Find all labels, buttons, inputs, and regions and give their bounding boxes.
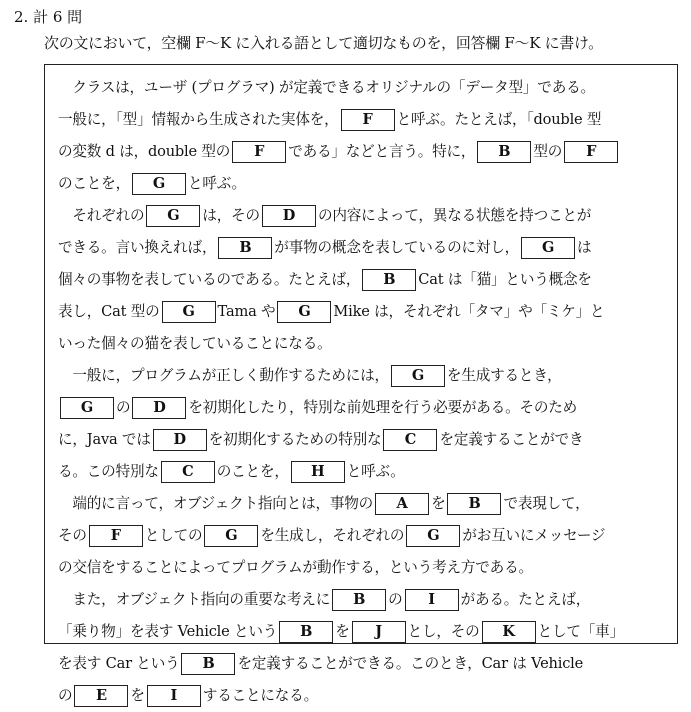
answer-blank-e: E — [74, 685, 128, 707]
passage-text-segment: また，オブジェクト指向の重要な考えに — [58, 591, 331, 608]
passage-line — [58, 328, 670, 360]
passage-text-segment: 一般に，「型」情報から生成された実体を， — [58, 111, 339, 128]
passage-text-segment: を表す Car という — [58, 655, 180, 672]
question-number: 2. — [14, 8, 29, 26]
passage-text-segment: 端的に言って，オブジェクト指向とは，事物の — [58, 495, 374, 512]
question-instruction: 次の文において，空欄 F〜K に入れる語として適切なものを，回答欄 F〜K に書け。 — [44, 34, 603, 52]
answer-blank-k: K — [482, 621, 536, 643]
answer-blank-g: G — [406, 525, 460, 547]
passage-line — [58, 424, 670, 456]
passage-text-segment: を定義することができる。このとき，Car は Vehicle — [237, 655, 584, 672]
passage-text-segment: することになる。 — [202, 687, 318, 704]
answer-blank-c: C — [383, 429, 437, 451]
answer-blank-g: G — [60, 397, 114, 419]
answer-blank-b: B — [181, 653, 235, 675]
passage-line — [58, 296, 670, 328]
answer-blank-b: B — [332, 589, 386, 611]
passage-text-segment: 個々の事物を表しているのである。たとえば， — [58, 271, 361, 288]
passage-text-segment: として「車」 — [537, 623, 624, 640]
answer-blank-d: D — [132, 397, 186, 419]
answer-blank-f: F — [232, 141, 286, 163]
passage-text-segment: それぞれの — [58, 207, 145, 224]
passage-text-segment: に，Java では — [58, 431, 151, 448]
passage-text-segment: を — [335, 623, 350, 640]
passage-text-segment: を初期化するための特別な — [208, 431, 382, 448]
passage-text-segment: Tama や — [217, 303, 276, 320]
passage-text-segment: の変数 d は，double 型の — [58, 143, 231, 160]
answer-blank-c: C — [161, 461, 215, 483]
passage-text-segment: を初期化したり，特別な前処理を行う必要がある。そのため — [188, 399, 578, 416]
answer-blank-b: B — [279, 621, 333, 643]
passage-line — [58, 552, 670, 584]
passage-text-segment: 表し，Cat 型の — [58, 303, 160, 320]
passage-line — [58, 648, 670, 680]
answer-blank-d: D — [153, 429, 207, 451]
answer-blank-g: G — [162, 301, 216, 323]
passage-text-segment: と呼ぶ。 — [187, 175, 246, 192]
passage-line — [58, 456, 670, 488]
passage-line — [58, 136, 670, 168]
passage-text-segment: を生成するとき， — [446, 367, 562, 384]
passage-line — [58, 168, 670, 200]
question-header — [14, 6, 82, 28]
passage-text-segment: の — [388, 591, 403, 608]
passage-text-segment: のことを， — [216, 463, 289, 480]
answer-blank-g: G — [521, 237, 575, 259]
answer-blank-i: I — [405, 589, 459, 611]
passage-text-segment: がある。たとえば， — [460, 591, 591, 608]
passage-line — [58, 200, 670, 232]
answer-blank-f: F — [341, 109, 395, 131]
passage-line — [58, 72, 670, 104]
answer-blank-f: F — [89, 525, 143, 547]
answer-blank-g: G — [132, 173, 186, 195]
passage-text-segment: は — [577, 239, 592, 256]
passage-text-segment: の — [116, 399, 131, 416]
passage-line — [58, 392, 670, 424]
answer-blank-g: G — [391, 365, 445, 387]
passage-text-segment: の — [58, 687, 73, 704]
passage-text-segment: できる。言い換えれば， — [58, 239, 217, 256]
passage-text-segment: のことを， — [58, 175, 130, 192]
answer-blank-g: G — [204, 525, 258, 547]
answer-blank-g: G — [277, 301, 331, 323]
passage-line — [58, 584, 670, 616]
passage-text-segment: クラスは，ユーザ (プログラマ) が定義できるオリジナルの「データ型」である。 — [58, 79, 595, 96]
passage-text-segment: とし，その — [407, 623, 480, 640]
passage-text-segment: を — [130, 687, 145, 704]
passage-text-segment: その — [58, 527, 87, 544]
passage-text-segment: である」などと言う。特に， — [288, 143, 476, 160]
answer-blank-b: B — [447, 493, 501, 515]
answer-blank-b: B — [477, 141, 531, 163]
answer-blank-b: B — [362, 269, 416, 291]
passage-text-segment: 型の — [533, 143, 563, 160]
passage-line — [58, 232, 670, 264]
passage-text-segment: いった個々の猫を表していることになる。 — [58, 335, 332, 352]
passage-line — [58, 680, 670, 712]
passage-text-segment: としての — [144, 527, 203, 544]
answer-blank-g: G — [146, 205, 200, 227]
answer-blank-d: D — [262, 205, 316, 227]
passage-text-segment: る。この特別な — [58, 463, 159, 480]
answer-blank-f: F — [564, 141, 618, 163]
passage-text-segment: の内容によって，異なる状態を持つことが — [317, 207, 592, 224]
answer-blank-a: A — [375, 493, 429, 515]
passage-text-segment: がお互いにメッセージ — [462, 527, 606, 544]
passage-line — [58, 104, 670, 136]
passage-line — [58, 360, 670, 392]
answer-blank-b: B — [218, 237, 272, 259]
passage-line — [58, 616, 670, 648]
passage-text-segment: を — [431, 495, 446, 512]
answer-blank-j: J — [352, 621, 406, 643]
passage-line — [58, 520, 670, 552]
passage-text-segment: の交信をすることによってプログラムが動作する，という考え方である。 — [58, 559, 533, 576]
passage-text-segment: 「乗り物」を表す Vehicle という — [58, 623, 278, 640]
passage-text-segment: 一般に，プログラムが正しく動作するためには， — [58, 367, 389, 384]
passage-text-segment: で表現して， — [503, 495, 590, 512]
passage-text-segment: と呼ぶ。たとえば，「double 型 — [396, 111, 602, 128]
passage-text-segment: を定義することができ — [439, 431, 584, 448]
answer-blank-h: H — [291, 461, 345, 483]
passage-text — [58, 72, 670, 712]
passage-line — [58, 488, 670, 520]
passage-line — [58, 264, 670, 296]
passage-text-segment: Cat は「猫」という概念を — [418, 271, 592, 288]
answer-blank-i: I — [147, 685, 201, 707]
passage-text-segment: は，その — [202, 207, 260, 224]
question-count: 計 6 問 — [33, 8, 83, 26]
passage-text-segment: を生成し，それぞれの — [260, 527, 405, 544]
passage-text-segment: Mike は，それぞれ「タマ」や「ミケ」と — [333, 303, 605, 320]
passage-text-segment: と呼ぶ。 — [346, 463, 405, 480]
passage-text-segment: が事物の概念を表しているのに対し， — [274, 239, 520, 256]
